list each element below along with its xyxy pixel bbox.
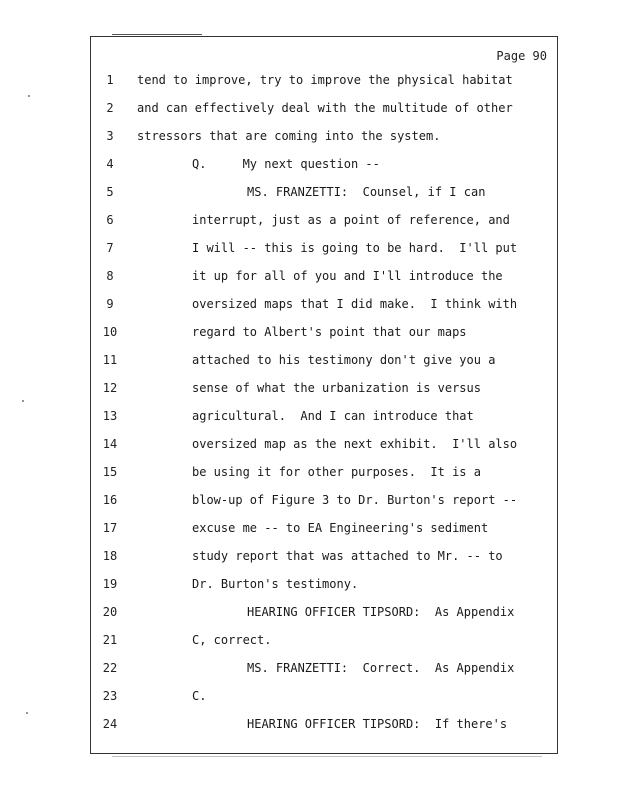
transcript-line: [91, 378, 557, 398]
transcript-line: [91, 546, 557, 566]
line-text: HEARING OFFICER TIPSORD: If there's: [247, 717, 508, 731]
transcript-line: [91, 322, 557, 342]
line-text: I will -- this is going to be hard. I'll put: [192, 241, 518, 255]
transcript-line: [91, 434, 557, 454]
line-number: 2: [106, 101, 114, 115]
line-number: 14: [102, 437, 118, 451]
line-text: sense of what the urbanization is versus: [192, 381, 481, 395]
scan-speck: [26, 712, 28, 714]
transcript-line: [91, 126, 557, 146]
line-text: be using it for other purposes. It is a: [192, 465, 481, 479]
line-number: 19: [102, 577, 118, 591]
transcript-line: [91, 98, 557, 118]
line-number: 8: [106, 269, 114, 283]
transcript-line: [91, 238, 557, 258]
line-text: Dr. Burton's testimony.: [192, 577, 359, 591]
line-number: 21: [102, 633, 118, 647]
line-number: 3: [106, 129, 114, 143]
line-number: 4: [106, 157, 114, 171]
line-text: oversized map as the next exhibit. I'll also: [192, 437, 518, 451]
line-text: C.: [192, 689, 207, 703]
transcript-line: [91, 686, 557, 706]
line-text: attached to his testimony don't give you a: [192, 353, 496, 367]
line-number: 10: [102, 325, 118, 339]
transcript-page-frame: [90, 36, 558, 754]
transcript-line: [91, 350, 557, 370]
line-number: 23: [102, 689, 118, 703]
line-number: 5: [106, 185, 114, 199]
line-text: C, correct.: [192, 633, 272, 647]
transcript-line: [91, 70, 557, 90]
line-number: 1: [106, 73, 114, 87]
line-text: tend to improve, try to improve the physical habitat: [137, 73, 513, 87]
transcript-line: [91, 210, 557, 230]
transcript-line: [91, 294, 557, 314]
line-text: MS. FRANZETTI: Correct. As Appendix: [247, 661, 515, 675]
line-number: 22: [102, 661, 118, 675]
page-number: Page 90: [496, 49, 547, 63]
line-number: 17: [102, 521, 118, 535]
scan-artifact-bottom: [112, 756, 542, 757]
line-number: 11: [102, 353, 118, 367]
line-number: 7: [106, 241, 114, 255]
line-number: 12: [102, 381, 118, 395]
line-text: agricultural. And I can introduce that: [192, 409, 474, 423]
line-text: blow-up of Figure 3 to Dr. Burton's report --: [192, 493, 518, 507]
line-text: HEARING OFFICER TIPSORD: As Appendix: [247, 605, 515, 619]
line-text: interrupt, just as a point of reference, and: [192, 213, 510, 227]
line-number: 13: [102, 409, 118, 423]
transcript-line: [91, 266, 557, 286]
line-number: 9: [106, 297, 114, 311]
line-text: stressors that are coming into the system.: [137, 129, 441, 143]
transcript-line: [91, 630, 557, 650]
transcript-line: [91, 602, 557, 622]
transcript-line: [91, 490, 557, 510]
line-number: 15: [102, 465, 118, 479]
transcript-line: [91, 518, 557, 538]
line-text: study report that was attached to Mr. -- to: [192, 549, 503, 563]
line-text: oversized maps that I did make. I think with: [192, 297, 518, 311]
scan-artifact-top: [112, 34, 202, 35]
line-text: MS. FRANZETTI: Counsel, if I can: [247, 185, 486, 199]
transcript-line: [91, 462, 557, 482]
scan-speck: [28, 95, 30, 97]
line-text: regard to Albert's point that our maps: [192, 325, 467, 339]
line-text: and can effectively deal with the multitude of other: [137, 101, 513, 115]
transcript-line: [91, 714, 557, 734]
scan-speck: [22, 400, 24, 402]
line-number: 20: [102, 605, 118, 619]
transcript-line: [91, 658, 557, 678]
line-text: it up for all of you and I'll introduce the: [192, 269, 503, 283]
transcript-line: [91, 154, 557, 174]
transcript-line: [91, 574, 557, 594]
transcript-line: [91, 182, 557, 202]
transcript-line: [91, 406, 557, 426]
line-number: 24: [102, 717, 118, 731]
line-number: 18: [102, 549, 118, 563]
line-text: Q. My next question --: [192, 157, 380, 171]
line-number: 6: [106, 213, 114, 227]
line-text: excuse me -- to EA Engineering's sediment: [192, 521, 489, 535]
line-number: 16: [102, 493, 118, 507]
